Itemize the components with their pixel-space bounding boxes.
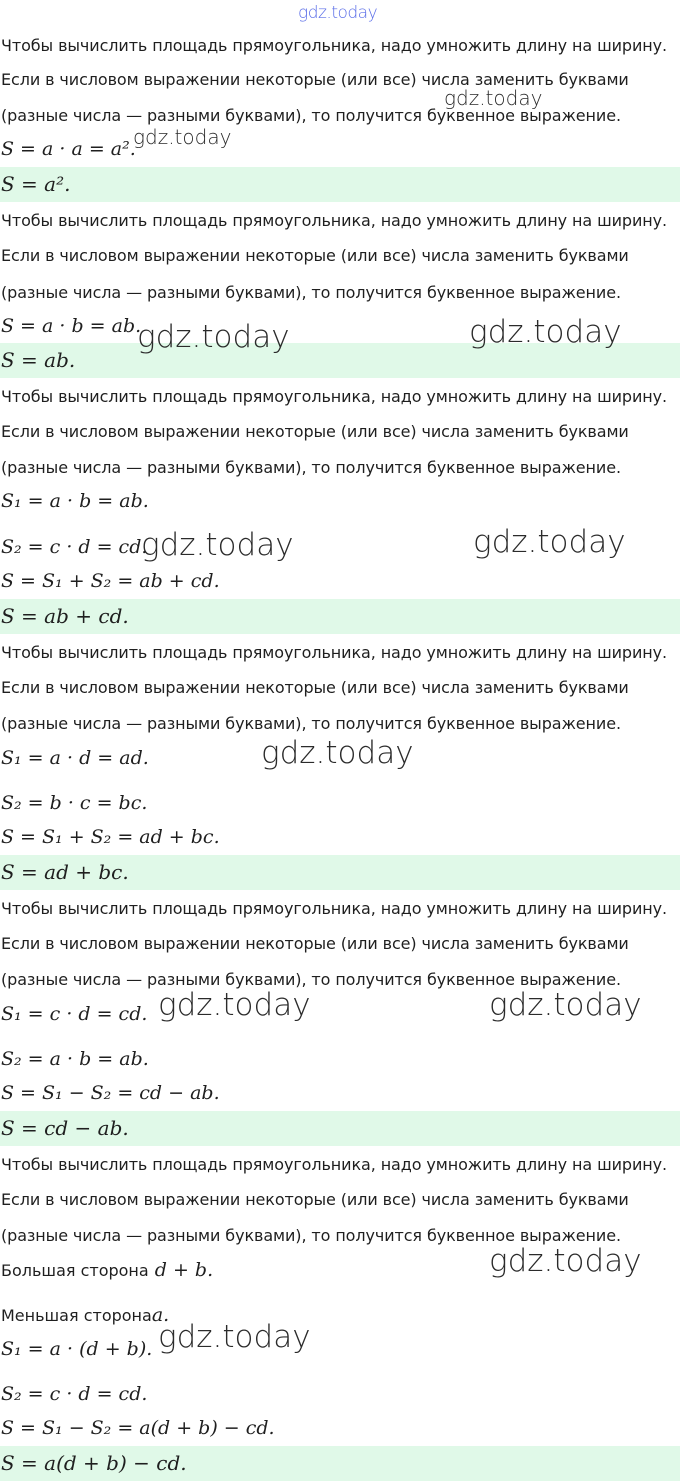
formula-line: S₂ = c · d = cd. bbox=[1, 1383, 148, 1405]
answer-row bbox=[0, 1446, 680, 1481]
rule-text-line: (разные числа — разными буквами), то получится буквенное выражение. bbox=[1, 458, 621, 477]
rule-text-line: (разные числа — разными буквами), то получится буквенное выражение. bbox=[1, 714, 621, 733]
rule-text-line: Если в числовом выражении некоторые (или все) числа заменить буквами bbox=[1, 1190, 629, 1209]
answer-row bbox=[0, 855, 680, 890]
formula-line: S₁ = a · (d + b). bbox=[1, 1338, 153, 1360]
rule-text-line: Чтобы вычислить площадь прямоугольника, надо умножить длину на ширину. bbox=[1, 36, 667, 55]
formula-line: S = a · b = ab. bbox=[1, 315, 142, 337]
formula-line: S₂ = b · c = bc. bbox=[1, 792, 148, 814]
rule-text-line: (разные числа — разными буквами), то получится буквенное выражение. bbox=[1, 1226, 621, 1245]
rule-text-line: Если в числовом выражении некоторые (или все) числа заменить буквами bbox=[1, 70, 629, 89]
watermark: gdz.today bbox=[469, 314, 622, 350]
answer-row bbox=[0, 1111, 680, 1146]
rule-text-line: Если в числовом выражении некоторые (или все) числа заменить буквами bbox=[1, 422, 629, 441]
formula-line: S₂ = c · d = cd. bbox=[1, 536, 148, 558]
watermark: gdz.today bbox=[261, 735, 414, 771]
answer-row bbox=[0, 599, 680, 634]
side-note-expr: d + b. bbox=[154, 1259, 214, 1281]
site-logo-watermark: gdz.today bbox=[298, 3, 378, 23]
rule-text-line: (разные числа — разными буквами), то получится буквенное выражение. bbox=[1, 970, 621, 989]
side-note-label: Меньшая сторона bbox=[1, 1306, 152, 1325]
rule-text-line: (разные числа — разными буквами), то получится буквенное выражение. bbox=[1, 283, 621, 302]
answer-formula: S = a(d + b) − cd. bbox=[1, 1451, 187, 1475]
answer-formula: S = ab. bbox=[1, 348, 76, 372]
rule-text-line: Если в числовом выражении некоторые (или все) числа заменить буквами bbox=[1, 246, 629, 265]
watermark: gdz.today bbox=[489, 1243, 642, 1279]
rule-text-line: Если в числовом выражении некоторые (или все) числа заменить буквами bbox=[1, 678, 629, 697]
shorter-side-note bbox=[0, 1303, 680, 1328]
watermark: gdz.today bbox=[133, 125, 232, 149]
formula-line: S = S₁ − S₂ = a(d + b) − cd. bbox=[1, 1417, 275, 1439]
answer-formula: S = cd − ab. bbox=[1, 1116, 129, 1140]
formula-line: S₁ = a · d = ad. bbox=[1, 747, 149, 769]
rule-text-line: Чтобы вычислить площадь прямоугольника, надо умножить длину на ширину. bbox=[1, 643, 667, 662]
answer-formula: S = ab + cd. bbox=[1, 604, 129, 628]
rule-text-line: Чтобы вычислить площадь прямоугольника, надо умножить длину на ширину. bbox=[1, 1155, 667, 1174]
formula-line: S₁ = c · d = cd. bbox=[1, 1003, 148, 1025]
answer-formula: S = a². bbox=[1, 172, 71, 196]
watermark: gdz.today bbox=[489, 987, 642, 1023]
formula-line: S = S₁ + S₂ = ad + bc. bbox=[1, 826, 220, 848]
rule-text-line: (разные числа — разными буквами), то получится буквенное выражение. bbox=[1, 106, 621, 125]
watermark: gdz.today bbox=[137, 319, 290, 355]
watermark: gdz.today bbox=[141, 527, 294, 563]
rule-text-line: Чтобы вычислить площадь прямоугольника, надо умножить длину на ширину. bbox=[1, 387, 667, 406]
rule-text-line: Чтобы вычислить площадь прямоугольника, надо умножить длину на ширину. bbox=[1, 211, 667, 230]
formula-line: S₁ = a · b = ab. bbox=[1, 490, 149, 512]
watermark: gdz.today bbox=[444, 86, 543, 110]
answer-row bbox=[0, 167, 680, 202]
formula-line: S = a · a = a². bbox=[1, 138, 136, 160]
rule-text-line: Чтобы вычислить площадь прямоугольника, надо умножить длину на ширину. bbox=[1, 899, 667, 918]
side-note-label: Большая сторона bbox=[1, 1261, 149, 1280]
formula-line: S₂ = a · b = ab. bbox=[1, 1048, 149, 1070]
watermark: gdz.today bbox=[158, 1319, 311, 1355]
formula-line: S = S₁ − S₂ = cd − ab. bbox=[1, 1082, 220, 1104]
answer-formula: S = ad + bc. bbox=[1, 860, 129, 884]
watermark: gdz.today bbox=[158, 987, 311, 1023]
rule-text-line: Если в числовом выражении некоторые (или все) числа заменить буквами bbox=[1, 934, 629, 953]
watermark: gdz.today bbox=[473, 524, 626, 560]
formula-line: S = S₁ + S₂ = ab + cd. bbox=[1, 570, 220, 592]
side-note-expr: a. bbox=[151, 1304, 170, 1326]
